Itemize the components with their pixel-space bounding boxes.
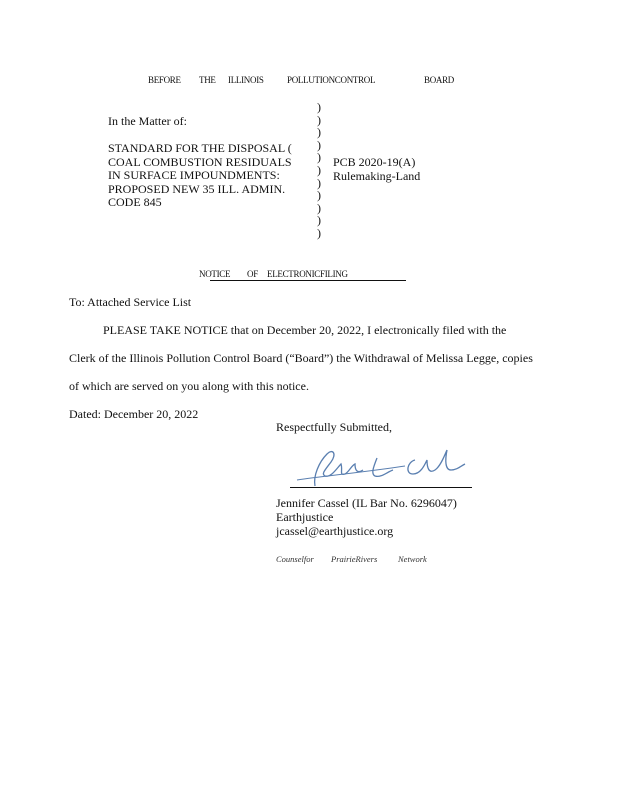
caption-line-3: IN SURFACE IMPOUNDMENTS:	[108, 168, 280, 182]
counsel-word-3: Network	[398, 554, 427, 564]
caption-paren-column	[317, 101, 321, 240]
matter-label: In the Matter of:	[108, 114, 187, 128]
paren: )	[317, 125, 321, 140]
notice-word-of: OF	[247, 269, 258, 279]
counsel-word-2: PrairieRivers	[331, 554, 378, 564]
counsel-word-1: Counselfor	[276, 554, 314, 564]
body-line-3: of which are served on you along with this notice.	[69, 379, 309, 393]
caption-title-block	[108, 142, 292, 210]
paren: )	[317, 137, 321, 152]
paren: )	[317, 150, 321, 165]
paren: )	[317, 162, 321, 177]
dated-line: Dated: December 20, 2022	[69, 407, 199, 421]
header-word-illinois: ILLINOIS	[228, 75, 264, 85]
notice-word-notice: NOTICE	[199, 269, 231, 279]
paren: )	[317, 175, 321, 190]
signer-name: Jennifer Cassel (IL Bar No. 6296047)	[276, 496, 457, 510]
body-line-2: Clerk of the Illinois Pollution Control Board (“Board”) the Withdrawal of Melissa Legge, copies	[69, 351, 533, 365]
header-word-the: THE	[199, 75, 216, 85]
signature-line	[290, 487, 472, 488]
paren: )	[317, 100, 321, 114]
to-line: To: Attached Service List	[69, 295, 192, 309]
case-number: PCB 2020-19(A)	[333, 155, 416, 169]
body-line-1: PLEASE TAKE NOTICE that on December 20, 2022, I electronically filed with the	[103, 323, 507, 337]
caption-line-4: PROPOSED NEW 35 ILL. ADMIN.	[108, 181, 286, 196]
caption-line-2: COAL COMBUSTION RESIDUALS	[108, 154, 292, 169]
signer-org: Earthjustice	[276, 510, 334, 524]
signer-email: jcassel@earthjustice.org	[276, 524, 394, 538]
notice-title-underline	[210, 280, 406, 281]
paren: )	[317, 188, 321, 203]
paren: )	[317, 112, 321, 127]
case-type: Rulemaking-Land	[333, 169, 421, 183]
signature-image	[285, 440, 475, 490]
header-word-before: BEFORE	[148, 75, 181, 85]
caption-line-1: STANDARD FOR THE DISPOSAL (	[108, 141, 292, 155]
header-word-board: BOARD	[424, 75, 455, 85]
paren: )	[317, 200, 321, 215]
paren: )	[317, 213, 321, 228]
paren: )	[317, 225, 321, 240]
closing: Respectfully Submitted,	[276, 420, 392, 434]
header-word-pollution-control: POLLUTIONCONTROL	[287, 75, 376, 85]
notice-word-electronic-filing: ELECTRONICFILING	[267, 269, 348, 279]
caption-line-5: CODE 845	[108, 195, 162, 209]
